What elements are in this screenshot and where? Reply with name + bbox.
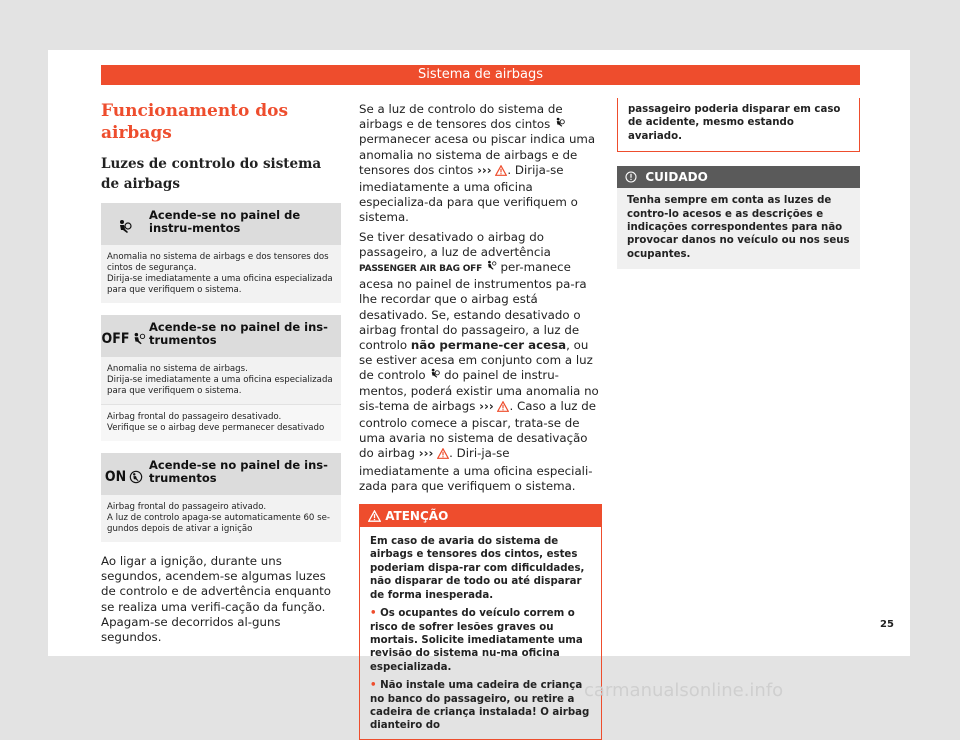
warning-triangle-icon [495,165,507,180]
warning-body [360,527,601,739]
row-text: Airbag frontal do passageiro ativado. [107,502,267,512]
airbag-seatbelt-icon [486,260,497,274]
row-heading: Acende-se no painel de instru-mentos [149,208,301,235]
paragraph: Se a luz de controlo do sistema de airbags e de tensores dos cintos permanecer acesa ou piscar indica uma anomalia no sistema de airbags e de tensores dos cintos ››› . Dirija-se imediatamente a uma oficina especializa-da para que verifiquem o sistema. [359,102,596,225]
passenger-airbag-on-icon [101,453,147,495]
cross-ref-arrow: ››› [477,162,492,177]
intro-paragraph: Ao ligar a ignição, durante uns segundos, acendem-se algumas luzes de controlo e de advertência enquanto se realiza uma verifi-cação da função. Apagam-se decorridos al-guns segundos. [101,554,332,645]
warning-box-continued [617,98,860,152]
info-circle-icon [625,170,637,184]
table-row-head [101,315,341,357]
column-left [101,100,341,645]
row-heading: Acende-se no painel de ins-trumentos [149,320,328,347]
cross-ref-arrow: ››› [479,398,494,413]
row-text: Anomalia no sistema de airbags e dos tensores dos cintos de segurança. [107,252,329,273]
row-text: Dirija-se imediatamente a uma oficina especializada para que verifiquem o sistema. [107,274,333,295]
section-subtitle: Luzes de controlo do sistema de airbags [101,156,322,192]
column-middle [359,102,602,740]
icon-label: ON [104,469,127,485]
warning-text: Em caso de avaria do sistema de airbags e tensores dos cintos, estes poderiam dispa-rar com dificuldades, não disparar de todo ou até disparar de forma inesperada. [370,536,585,601]
page-title: Funcionamento dos airbags [101,101,289,143]
warning-bullet: • Os ocupantes do veículo correm o risco de sofrer lesões graves ou mortais. Solicite imediatamente uma revisão do sistema nu-ma oficina especializada. [370,608,583,673]
paragraph: Se tiver desativado o airbag do passageiro, a luz de advertência PASSENGER AIR BAG OFF per-manece acesa no painel de instrumentos pa-ra lhe recordar que o airbag está desativado. Se, estando desativado o airbag frontal do passageiro, a luz de controlo não permane-cer acesa, ou se estiver acesa em conjunto com a luz de controlo do painel de instru-mentos, poderá existir uma anomalia no sis-tema de airbags ››› . Caso a luz de controlo comece a piscar, trata-se de uma avaria no sistema de desativação do airbag ››› . Diri-ja-se imediatamente a uma oficina especiali-zada para que verifiquem o sistema. [359,229,599,493]
warning-triangle-icon [437,448,449,463]
watermark: carmanualsonline.info [584,680,784,701]
row-description [101,495,341,542]
row-description [101,404,341,441]
table-row-head [101,453,341,495]
caution-title: CUIDADO [645,170,708,185]
airbag-seatbelt-icon [554,117,565,131]
warning-triangle-icon [368,509,381,523]
page-number: 25 [880,619,894,630]
icon-label: OFF [101,331,130,347]
section-header: Sistema de airbags [101,65,860,85]
caution-body: Tenha sempre em conta as luzes de contro-lo acesos e as descrições e indicações correspondentes para não provocar danos no veículo ou nos seus ocupantes. [617,188,860,269]
column-right [617,98,860,269]
warning-bullet: • Não instale uma cadeira de criança no banco do passageiro, ou retire a cadeira de criança instalada! O airbag dianteiro do [370,680,590,732]
passenger-airbag-off-label: PASSENGER AIR BAG OFF [359,264,483,275]
airbag-seatbelt-icon [101,203,147,245]
row-text: Dirija-se imediatamente a uma oficina especializada para que verifiquem o sistema. [107,375,333,396]
indicator-table [101,203,341,542]
passenger-airbag-off-icon [101,315,147,357]
warning-continuation: passageiro poderia disparar em caso de acidente, mesmo estando avariado. [618,98,859,151]
caution-box [617,166,860,269]
warning-title: ATENÇÃO [385,509,449,524]
row-heading: Acende-se no painel de ins-trumentos [149,458,328,485]
row-text: Airbag frontal do passageiro desativado. [107,412,282,422]
table-row-head [101,203,341,245]
warning-box [359,504,602,740]
row-description [101,357,341,404]
caution-header [617,166,860,188]
cross-ref-arrow: ››› [418,446,434,461]
row-text: Anomalia no sistema de airbags. [107,364,248,374]
airbag-seatbelt-icon [429,368,440,382]
warning-triangle-icon [497,401,509,416]
warning-header [360,505,601,527]
row-text: Verifique se o airbag deve permanecer desativado [107,423,325,433]
row-text: A luz de controlo apaga-se automaticamente 60 se-gundos depois de ativar a ignição [107,513,330,534]
row-description [101,245,341,303]
